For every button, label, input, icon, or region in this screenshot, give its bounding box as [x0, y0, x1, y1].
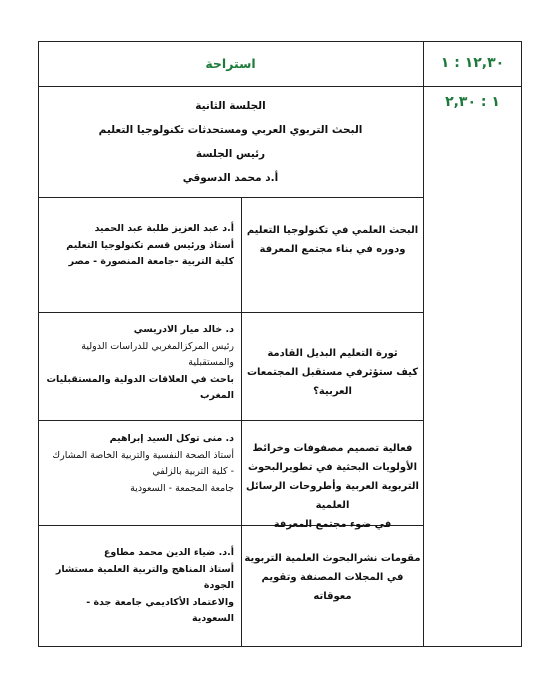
speaker-affiliation: - كلية التربية بالزلفي: [152, 466, 234, 477]
session-chair-label: رئيس الجلسة: [195, 148, 266, 160]
topic-line: كيف ستؤثرفي مستقبل المجتمعات العربية؟: [246, 367, 419, 397]
speaker-affiliation: كلية التربية -جامعة المنصورة - مصر: [68, 256, 234, 267]
speaker-info: [46, 221, 234, 271]
topic-line: مقومات نشرالبحوث العلمية التربوية: [244, 553, 421, 564]
topic-line: البحث العلمي في تكنولوجيا التعليم: [246, 225, 419, 236]
speaker-affiliation: جامعة المجمعة - السعودية: [130, 482, 234, 494]
paper-topic: [242, 549, 423, 606]
break-time: ١٢,٣٠ : ١: [440, 55, 505, 71]
speaker-info: [46, 322, 234, 405]
paper-topic: [242, 344, 423, 401]
speaker-info: [46, 431, 234, 497]
topic-line: ودوره في بناء مجتمع المعرفة: [259, 244, 406, 255]
session-theme: البحث التربوي العربي ومستحدثات تكنولوجيا التعليم: [98, 124, 363, 136]
session-title: الجلسة الثانية: [195, 100, 266, 112]
topic-line: فعالية تصميم مصفوفات وخرائط: [252, 443, 413, 454]
speaker-affiliation: والاعتماد الأكاديمي جامعة جدة - السعودية: [86, 596, 234, 624]
table-border-right: [521, 41, 522, 647]
speaker-name: أ.د. ضياء الدين محمد مطاوع: [103, 547, 234, 558]
speaker-affiliation: أستاذ ورئيس قسم تكنولوجيا التعليم: [66, 239, 234, 251]
topic-line: ثورة التعليم البديل القادمة: [267, 348, 398, 359]
time-column-divider: [423, 41, 424, 647]
topic-line: في المجلات المصنفة وتقويم معوقاته: [261, 572, 404, 602]
topic-line: الأولويات البحثية في تطويرالبحوث: [247, 462, 417, 473]
session-chair-name: أ.د محمد الدسوقي: [182, 172, 279, 184]
speaker-affiliation: أستاذ المناهج والتربية العلمية مستشار الجودة: [55, 563, 234, 591]
row-divider-3: [38, 312, 424, 313]
speaker-name: د. خالد ميار الادريسي: [133, 324, 234, 335]
speaker-affiliation: والمستقبلية: [188, 357, 234, 368]
speaker-name: د. منى توكل السيد إبراهيم: [109, 433, 234, 444]
speaker-country: المغرب: [199, 390, 234, 401]
topic-line: التربوية العربية وأطروحات الرسائل العلمية: [246, 481, 419, 511]
session-time: ١ : ٢,٣٠: [445, 94, 500, 110]
speaker-affiliation: رئيس المركزالمغربي للدراسات الدولية: [81, 340, 234, 352]
speaker-name: أ.د عبد العزيز طلبة عبد الحميد: [94, 223, 234, 234]
speaker-affiliation: أستاذ الصحة النفسية والتربية الخاصة المشارك: [52, 449, 234, 461]
paper-topic: [242, 221, 423, 259]
row-divider-4: [38, 420, 424, 421]
session-header: [38, 94, 423, 194]
program-table: [38, 41, 522, 647]
topic-line: في ضوء مجتمع المعرفة: [273, 519, 392, 530]
paper-topic: [242, 439, 423, 534]
break-label: استراحة: [205, 56, 256, 71]
speaker-affiliation: باحث في العلاقات الدولية والمستقبليات: [46, 373, 234, 385]
row-divider-2: [38, 197, 424, 198]
table-border-bottom: [38, 646, 522, 647]
speaker-info: [46, 545, 234, 628]
